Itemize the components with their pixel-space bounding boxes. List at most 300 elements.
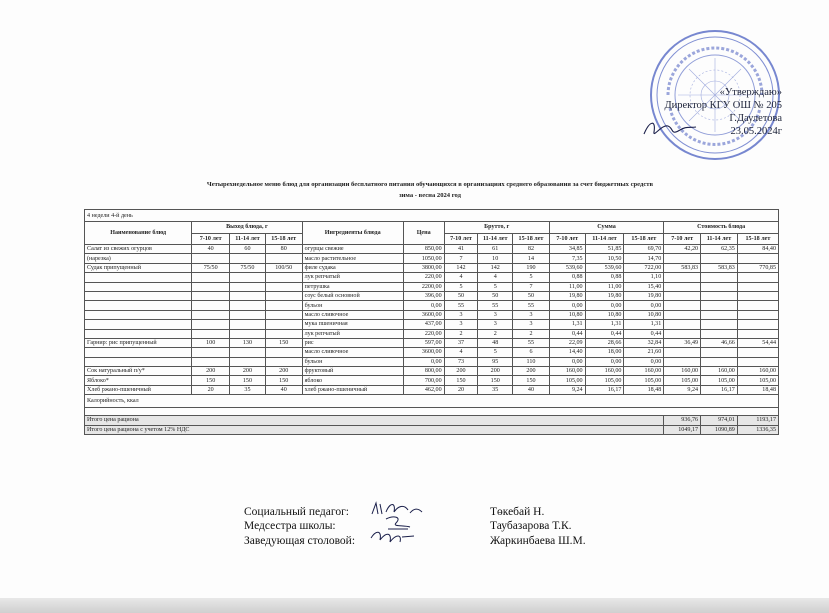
- table-cell-c2: [701, 291, 738, 300]
- table-cell-g1: 37: [444, 338, 478, 347]
- table-cell-o1: [192, 282, 230, 291]
- table-cell-price: 3800,00: [403, 263, 444, 272]
- table-cell-o2: [230, 282, 266, 291]
- table-cell-o3: 150: [265, 376, 302, 385]
- table-cell-g2: 48: [478, 338, 513, 347]
- table-cell-s3: 0,00: [624, 357, 664, 366]
- table-cell-g1: 3: [444, 320, 478, 329]
- table-cell-o1: [192, 329, 230, 338]
- table-cell-name: Гарнир: рис припущенный: [85, 338, 192, 347]
- table-cell-o1: 20: [192, 385, 230, 394]
- table-cell-s2: 160,00: [585, 367, 624, 376]
- table-cell-o3: [265, 357, 302, 366]
- table-cell-ing: масло сливочное: [302, 310, 403, 319]
- header-age: 11-14 лет: [478, 233, 513, 245]
- table-cell-ing: лук репчатый: [302, 273, 403, 282]
- table-cell-price: 462,00: [403, 385, 444, 394]
- table-cell-o2: [230, 291, 266, 300]
- table-cell-price: 3600,00: [403, 310, 444, 319]
- table-cell-name: [85, 320, 192, 329]
- table-cell-g1: 3: [444, 310, 478, 319]
- table-row: [85, 320, 779, 329]
- table-cell-c2: 105,00: [701, 376, 738, 385]
- table-cell-o2: 75/50: [230, 263, 266, 272]
- header-price: Цена: [403, 222, 444, 245]
- table-cell-c1: 160,00: [664, 367, 701, 376]
- director-signature: [640, 118, 700, 140]
- table-cell-c2: [701, 357, 738, 366]
- table-row: [85, 301, 779, 310]
- table-cell-o2: [230, 348, 266, 357]
- total-value: 936,76: [664, 416, 701, 425]
- table-cell-c3: 105,00: [737, 376, 778, 385]
- table-cell-g1: 20: [444, 385, 478, 394]
- table-cell-s1: 0,44: [549, 329, 585, 338]
- table-cell-s3: 1,10: [624, 273, 664, 282]
- table-cell-g1: 55: [444, 301, 478, 310]
- table-cell-o1: [192, 273, 230, 282]
- table-cell-g3: 5: [513, 273, 550, 282]
- table-cell-g2: 3: [478, 320, 513, 329]
- header-age: 11-14 лет: [230, 233, 266, 245]
- table-cell-s3: 0,44: [624, 329, 664, 338]
- table-cell-s2: 28,66: [585, 338, 624, 347]
- table-cell-g1: 150: [444, 376, 478, 385]
- table-cell-c2: 16,17: [701, 385, 738, 394]
- table-cell-ing: филе судака: [302, 263, 403, 272]
- table-cell-g2: 2: [478, 329, 513, 338]
- table-row: [85, 385, 779, 394]
- document-subtitle: зима - весна 2024 год: [398, 192, 462, 199]
- table-cell-c2: 62,35: [701, 245, 738, 254]
- table-row: [85, 254, 779, 263]
- table-cell-s3: 722,00: [624, 263, 664, 272]
- table-cell-s1: 160,00: [549, 367, 585, 376]
- header-sum: Сумма: [549, 222, 663, 234]
- table-cell-g1: 7: [444, 254, 478, 263]
- table-cell-c1: 9,24: [664, 385, 701, 394]
- approval-line-1: «Утверждаю»: [719, 87, 782, 98]
- table-cell-o1: [192, 348, 230, 357]
- table-cell-g1: 200: [444, 367, 478, 376]
- table-cell-s1: 19,80: [549, 291, 585, 300]
- table-cell-s2: 0,00: [585, 357, 624, 366]
- table-row: [85, 291, 779, 300]
- table-cell-name: Яблоко*: [85, 376, 192, 385]
- table-cell-o1: [192, 310, 230, 319]
- table-cell-c2: 46,66: [701, 338, 738, 347]
- table-cell-c3: 770,85: [737, 263, 778, 272]
- table-cell-price: 1050,00: [403, 254, 444, 263]
- table-cell-o3: [265, 254, 302, 263]
- table-cell-o1: [192, 357, 230, 366]
- header-age: 15-18 лет: [513, 233, 550, 245]
- table-cell-o1: [192, 291, 230, 300]
- signature-scribble-3: [368, 528, 418, 546]
- table-cell-o1: 150: [192, 376, 230, 385]
- table-cell-ing: масло растительное: [302, 254, 403, 263]
- table-cell-g3: 110: [513, 357, 550, 366]
- table-cell-o1: 100: [192, 338, 230, 347]
- table-cell-s3: 105,00: [624, 376, 664, 385]
- table-cell-s2: 16,17: [585, 385, 624, 394]
- table-cell-g3: 3: [513, 310, 550, 319]
- table-cell-c3: 18,48: [737, 385, 778, 394]
- table-cell-o3: [265, 282, 302, 291]
- spacer-row: [85, 408, 779, 416]
- total-value: 1193,17: [737, 416, 778, 425]
- table-cell-g3: 6: [513, 348, 550, 357]
- table-cell-name: (нарезка): [85, 254, 192, 263]
- table-cell-s2: 11,00: [585, 282, 624, 291]
- table-cell-g3: 190: [513, 263, 550, 272]
- table-cell-g2: 50: [478, 291, 513, 300]
- table-cell-o3: 200: [265, 367, 302, 376]
- table-cell-s3: 19,80: [624, 291, 664, 300]
- table-cell-o2: [230, 273, 266, 282]
- table-cell-s3: 160,00: [624, 367, 664, 376]
- table-cell-name: [85, 329, 192, 338]
- table-row: [85, 348, 779, 357]
- table-cell-c3: [737, 320, 778, 329]
- table-row: [85, 245, 779, 254]
- table-cell-s1: 11,00: [549, 282, 585, 291]
- table-cell-c1: [664, 320, 701, 329]
- table-cell-name: [85, 273, 192, 282]
- table-cell-g3: 14: [513, 254, 550, 263]
- table-cell-name: Сок натуральный п/у*: [85, 367, 192, 376]
- table-cell-s3: 14,70: [624, 254, 664, 263]
- table-cell-g1: 4: [444, 273, 478, 282]
- table-cell-o2: [230, 254, 266, 263]
- table-cell-price: 3600,00: [403, 348, 444, 357]
- table-cell-c3: [737, 329, 778, 338]
- table-cell-o1: [192, 254, 230, 263]
- total-vat-row: [85, 425, 779, 434]
- table-cell-c1: 105,00: [664, 376, 701, 385]
- table-cell-price: 0,00: [403, 357, 444, 366]
- table-cell-price: 0,00: [403, 301, 444, 310]
- table-cell-o2: [230, 329, 266, 338]
- approval-line-4: 23.05.2024г: [730, 126, 782, 137]
- table-cell-c1: 583,83: [664, 263, 701, 272]
- approval-line-3: Г.Даулетова: [729, 113, 782, 124]
- table-cell-c1: [664, 291, 701, 300]
- table-cell-g1: 41: [444, 245, 478, 254]
- table-cell-ing: огурцы свежие: [302, 245, 403, 254]
- table-cell-s3: 10,80: [624, 310, 664, 319]
- table-cell-g2: 4: [478, 273, 513, 282]
- table-cell-s1: 7,35: [549, 254, 585, 263]
- table-cell-c1: [664, 348, 701, 357]
- table-cell-name: [85, 310, 192, 319]
- table-cell-o3: 100/50: [265, 263, 302, 272]
- table-row: [85, 310, 779, 319]
- table-cell-g2: 3: [478, 310, 513, 319]
- table-cell-c2: [701, 254, 738, 263]
- table-cell-c3: [737, 348, 778, 357]
- table-cell-o1: [192, 301, 230, 310]
- table-cell-s2: 0,44: [585, 329, 624, 338]
- calories-row: Калорийность, ккал: [85, 395, 779, 408]
- table-cell-s2: 105,00: [585, 376, 624, 385]
- signature-role: Заведующая столовой:: [244, 535, 356, 547]
- table-cell-c1: [664, 357, 701, 366]
- header-age: 15-18 лет: [265, 233, 302, 245]
- signature-name: Төкебай Н.: [490, 506, 545, 518]
- header-gross: Брутто, г: [444, 222, 549, 234]
- table-cell-ing: масло сливочное: [302, 348, 403, 357]
- table-cell-g2: 142: [478, 263, 513, 272]
- table-cell-s2: 10,80: [585, 310, 624, 319]
- table-row: [85, 338, 779, 347]
- table-cell-ing: рис: [302, 338, 403, 347]
- table-cell-s2: 0,88: [585, 273, 624, 282]
- header-name: Наименование блюд: [85, 222, 192, 245]
- signature-role: Медсестра школы:: [244, 520, 336, 532]
- table-cell-c3: [737, 291, 778, 300]
- table-cell-o1: 200: [192, 367, 230, 376]
- table-cell-s1: 34,85: [549, 245, 585, 254]
- table-cell-ing: соус белый основной: [302, 291, 403, 300]
- header-ingredients: Ингредиенты блюда: [302, 222, 403, 245]
- table-cell-c2: [701, 282, 738, 291]
- table-cell-s3: 15,40: [624, 282, 664, 291]
- table-cell-c1: [664, 301, 701, 310]
- table-cell-o3: [265, 291, 302, 300]
- table-cell-g2: 5: [478, 282, 513, 291]
- table-cell-price: 2200,00: [403, 282, 444, 291]
- table-cell-s2: 51,85: [585, 245, 624, 254]
- table-cell-g2: 10: [478, 254, 513, 263]
- table-cell-c1: 36,49: [664, 338, 701, 347]
- signature-role: Социальный педагог:: [244, 506, 349, 518]
- table-cell-s2: 18,00: [585, 348, 624, 357]
- table-cell-g2: 35: [478, 385, 513, 394]
- table-cell-o3: [265, 273, 302, 282]
- table-cell-s3: 1,31: [624, 320, 664, 329]
- document-title: Четырехнедельное меню блюд для организации бесплатного питания обучающихся в организациях среднего образования за счет бюджетных средств: [206, 181, 654, 188]
- table-cell-name: [85, 348, 192, 357]
- table-cell-o1: [192, 320, 230, 329]
- total-row: [85, 416, 779, 425]
- approval-line-2: Директор КГУ ОШ № 205: [664, 100, 782, 111]
- table-cell-g3: 55: [513, 338, 550, 347]
- signature-name: Жаркинбаева Ш.М.: [490, 535, 586, 547]
- table-cell-c2: [701, 273, 738, 282]
- table-cell-s2: 0,00: [585, 301, 624, 310]
- table-cell-g2: 5: [478, 348, 513, 357]
- table-cell-g3: 82: [513, 245, 550, 254]
- table-cell-name: [85, 357, 192, 366]
- table-cell-s1: 0,88: [549, 273, 585, 282]
- table-cell-g2: 95: [478, 357, 513, 366]
- table-cell-c3: [737, 254, 778, 263]
- table-cell-g1: 5: [444, 282, 478, 291]
- table-cell-ing: хлеб ржано-пшеничный: [302, 385, 403, 394]
- table-cell-o3: [265, 320, 302, 329]
- table-cell-price: 597,00: [403, 338, 444, 347]
- header-age: 11-14 лет: [585, 233, 624, 245]
- table-cell-ing: мука пшеничная: [302, 320, 403, 329]
- table-cell-o3: [265, 329, 302, 338]
- table-cell-g1: 142: [444, 263, 478, 272]
- table-cell-s1: 1,31: [549, 320, 585, 329]
- table-cell-c2: [701, 301, 738, 310]
- day-label: 4 недели 4-й день: [85, 210, 779, 222]
- header-age: 7-10 лет: [664, 233, 701, 245]
- table-row: [85, 263, 779, 272]
- table-cell-g1: 4: [444, 348, 478, 357]
- table-cell-c2: [701, 320, 738, 329]
- table-cell-name: Судак припущенный: [85, 263, 192, 272]
- table-cell-ing: бульон: [302, 301, 403, 310]
- menu-table-body: [85, 245, 779, 395]
- total-vat-value: 1090,89: [701, 425, 738, 434]
- table-row: [85, 376, 779, 385]
- table-row: [85, 367, 779, 376]
- total-vat-value: 1336,35: [737, 425, 778, 434]
- table-cell-c1: 42,20: [664, 245, 701, 254]
- signature-name: Таубазарова Т.К.: [490, 520, 572, 532]
- table-cell-g3: 7: [513, 282, 550, 291]
- table-cell-g1: 50: [444, 291, 478, 300]
- table-cell-c2: [701, 329, 738, 338]
- table-cell-o2: 60: [230, 245, 266, 254]
- table-cell-price: 220,00: [403, 329, 444, 338]
- table-cell-ing: яблоко: [302, 376, 403, 385]
- table-cell-name: Салат из свежих огурцов: [85, 245, 192, 254]
- table-cell-s1: 22,09: [549, 338, 585, 347]
- table-cell-price: 220,00: [403, 273, 444, 282]
- table-cell-g3: 55: [513, 301, 550, 310]
- table-cell-c3: [737, 301, 778, 310]
- table-cell-g2: 61: [478, 245, 513, 254]
- table-cell-s2: 539,60: [585, 263, 624, 272]
- table-cell-name: [85, 301, 192, 310]
- table-cell-c3: [737, 357, 778, 366]
- table-cell-ing: лук репчатый: [302, 329, 403, 338]
- table-cell-s1: 105,00: [549, 376, 585, 385]
- table-cell-c3: [737, 282, 778, 291]
- table-cell-price: 800,00: [403, 367, 444, 376]
- table-row: [85, 282, 779, 291]
- table-cell-s1: 0,00: [549, 301, 585, 310]
- table-cell-s1: 0,00: [549, 357, 585, 366]
- table-cell-c3: [737, 310, 778, 319]
- table-cell-s2: 10,50: [585, 254, 624, 263]
- table-cell-s3: 21,60: [624, 348, 664, 357]
- table-cell-c1: [664, 282, 701, 291]
- table-cell-o3: 150: [265, 338, 302, 347]
- table-cell-o2: [230, 301, 266, 310]
- table-cell-o2: [230, 357, 266, 366]
- table-cell-g2: 200: [478, 367, 513, 376]
- table-cell-o3: 80: [265, 245, 302, 254]
- table-cell-c1: [664, 329, 701, 338]
- table-cell-c2: [701, 348, 738, 357]
- header-age: 11-14 лет: [701, 233, 738, 245]
- table-cell-o1: 40: [192, 245, 230, 254]
- table-cell-s2: 19,80: [585, 291, 624, 300]
- table-cell-price: 700,00: [403, 376, 444, 385]
- table-cell-s2: 1,31: [585, 320, 624, 329]
- table-cell-s3: 69,70: [624, 245, 664, 254]
- table-cell-g3: 50: [513, 291, 550, 300]
- total-label: Итого цена рациона: [85, 416, 664, 425]
- table-cell-g3: 3: [513, 320, 550, 329]
- total-vat-label: Итого цена рациона с учетом 12% НДС: [85, 425, 664, 434]
- table-cell-o3: [265, 301, 302, 310]
- header-age: 15-18 лет: [624, 233, 664, 245]
- table-cell-ing: бульон: [302, 357, 403, 366]
- header-age: 7-10 лет: [549, 233, 585, 245]
- table-cell-o2: 200: [230, 367, 266, 376]
- table-cell-g3: 2: [513, 329, 550, 338]
- total-vat-value: 1049,17: [664, 425, 701, 434]
- table-cell-o3: [265, 348, 302, 357]
- table-cell-c1: [664, 254, 701, 263]
- table-cell-o2: [230, 310, 266, 319]
- page-edge: [0, 598, 829, 613]
- table-cell-o2: [230, 320, 266, 329]
- table-cell-o3: [265, 310, 302, 319]
- table-cell-c3: 160,00: [737, 367, 778, 376]
- table-cell-s1: 539,60: [549, 263, 585, 272]
- table-cell-s1: 9,24: [549, 385, 585, 394]
- table-cell-name: [85, 282, 192, 291]
- table-row: [85, 357, 779, 366]
- table-cell-c2: 160,00: [701, 367, 738, 376]
- table-cell-s1: 10,80: [549, 310, 585, 319]
- table-row: [85, 329, 779, 338]
- table-cell-price: 437,00: [403, 320, 444, 329]
- table-cell-c3: [737, 273, 778, 282]
- table-cell-c3: 54,44: [737, 338, 778, 347]
- table-cell-name: Хлеб ржано-пшеничный: [85, 385, 192, 394]
- table-cell-o2: 150: [230, 376, 266, 385]
- table-cell-g2: 55: [478, 301, 513, 310]
- total-value: 974,01: [701, 416, 738, 425]
- table-cell-c2: 583,83: [701, 263, 738, 272]
- table-cell-s3: 32,84: [624, 338, 664, 347]
- header-age: 7-10 лет: [444, 233, 478, 245]
- table-cell-c3: 84,40: [737, 245, 778, 254]
- table-cell-g3: 150: [513, 376, 550, 385]
- menu-table: [84, 209, 779, 435]
- table-cell-c2: [701, 310, 738, 319]
- table-cell-o2: 35: [230, 385, 266, 394]
- table-cell-g3: 200: [513, 367, 550, 376]
- table-cell-c1: [664, 273, 701, 282]
- header-cost: Стоимость блюда: [664, 222, 779, 234]
- table-cell-g1: 73: [444, 357, 478, 366]
- table-cell-price: 850,00: [403, 245, 444, 254]
- table-cell-o1: 75/50: [192, 263, 230, 272]
- header-output: Выход блюда, г: [192, 222, 302, 234]
- table-row: [85, 273, 779, 282]
- header-age: 15-18 лет: [737, 233, 778, 245]
- table-cell-g2: 150: [478, 376, 513, 385]
- table-cell-price: 396,00: [403, 291, 444, 300]
- table-cell-ing: фруктовый: [302, 367, 403, 376]
- table-cell-s1: 14,40: [549, 348, 585, 357]
- table-cell-g1: 2: [444, 329, 478, 338]
- table-cell-s3: 0,00: [624, 301, 664, 310]
- table-cell-g3: 40: [513, 385, 550, 394]
- table-cell-name: [85, 291, 192, 300]
- table-cell-o3: 40: [265, 385, 302, 394]
